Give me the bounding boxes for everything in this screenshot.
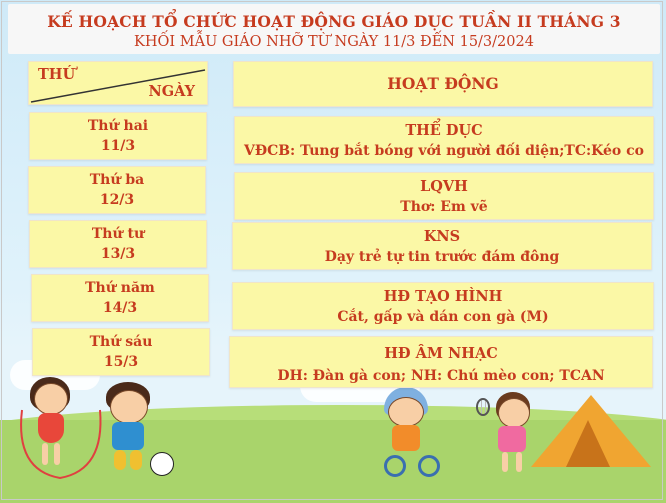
day-date: 14/3	[102, 300, 138, 316]
activity-title: HĐ TẠO HÌNH	[383, 288, 503, 305]
day-date: 13/3	[100, 246, 136, 262]
day-name: Thứ ba	[89, 172, 145, 188]
day-name: Thứ hai	[87, 118, 149, 134]
activity-detail: Cắt, gấp và dán con gà (M)	[337, 309, 549, 325]
activity-title: LQVH	[420, 178, 468, 195]
activity-detail: Dạy trẻ tự tin trước đám đông	[324, 249, 560, 265]
day-name: Thứ sáu	[89, 334, 153, 350]
day-name: Thứ tư	[91, 226, 145, 242]
activity-title: HĐ ÂM NHẠC	[384, 345, 498, 362]
activity-detail: VĐCB: Tung bắt bóng với người đối diện;TC:Kéo co	[243, 143, 645, 159]
activity-title: KNS	[423, 228, 461, 245]
day-date: 11/3	[100, 138, 136, 154]
header-label-thu: THỨ	[38, 66, 76, 83]
day-date: 12/3	[99, 192, 135, 208]
page-subtitle: KHỐI MẪU GIÁO NHỠ TỪ NGÀY 11/3 ĐẾN 15/3/2024	[134, 34, 534, 50]
header-label-ngay: NGÀY	[148, 83, 195, 100]
day-name: Thứ năm	[85, 280, 155, 296]
activity-detail: Thơ: Em vẽ	[400, 199, 488, 215]
page-title: KẾ HOẠCH TỔ CHỨC HOẠT ĐỘNG GIÁO DỤC TUẦN II THÁNG 3	[47, 12, 621, 31]
slide-border	[1, 1, 663, 500]
activity-detail: DH: Đàn gà con; NH: Chú mèo con; TCAN	[277, 368, 605, 384]
day-date: 15/3	[103, 354, 139, 370]
header-label-hoat-dong: HOẠT ĐỘNG	[387, 74, 499, 93]
activity-title: THỂ DỤC	[405, 122, 483, 139]
